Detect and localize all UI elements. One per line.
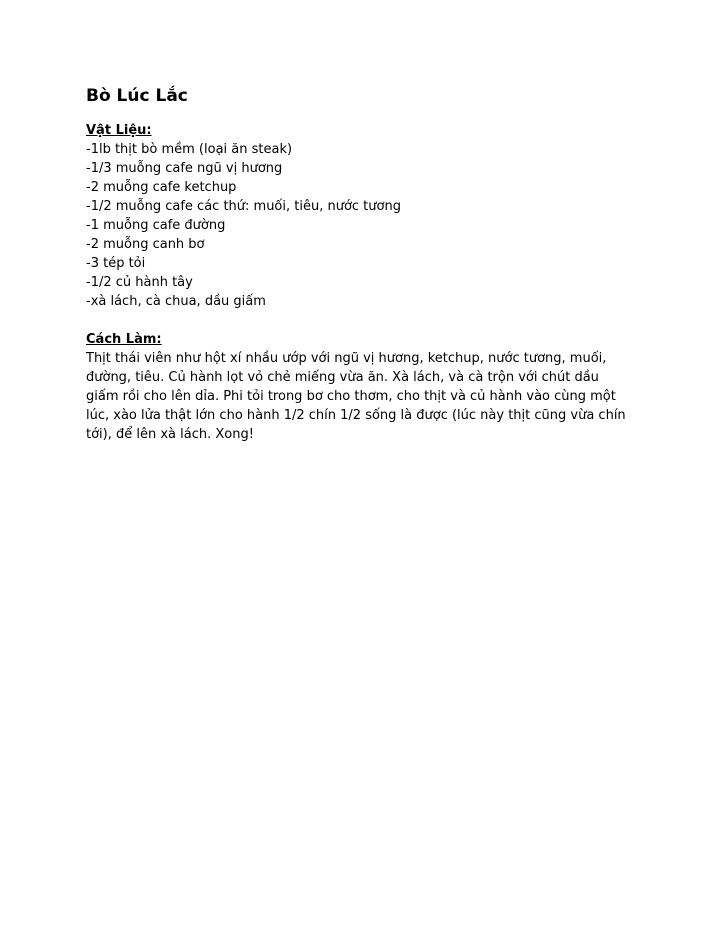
ingredient-item: -1 muỗng cafe đường [86, 218, 226, 233]
ingredient-item: -2 muỗng cafe ketchup [86, 180, 237, 195]
method-paragraph [86, 349, 666, 444]
ingredient-item: -1lb thịt bò mềm (loại ăn steak) [86, 142, 293, 157]
method-line: giấm rồi cho lên dỉa. Phi tỏi trong bơ cho thơm, cho thịt và củ hành vào cùng một [86, 389, 616, 404]
method-line: tới), để lên xà lách. Xong! [86, 427, 254, 442]
method-line: Thịt thái viên như hột xí nhầu ướp với ngũ vị hương, ketchup, nước tương, muối, [86, 351, 607, 366]
ingredient-item: -3 tép tỏi [86, 256, 146, 271]
method-line: đường, tiêu. Củ hành lọt vỏ chẻ miếng vừa ăn. Xà lách, và cà trộn với chút dầu [86, 370, 599, 385]
ingredient-item: -2 muỗng canh bơ [86, 237, 205, 252]
section-spacer [86, 311, 666, 330]
ingredient-item: -1/2 muỗng cafe các thứ: muối, tiêu, nước tương [86, 199, 401, 214]
method-line: lúc, xào lửa thật lớn cho hành 1/2 chín 1/2 sống là được (lúc này thịt cũng vừa chín [86, 408, 626, 423]
ingredient-item: -1/3 muỗng cafe ngũ vị hương [86, 161, 283, 176]
recipe-document [86, 84, 666, 444]
ingredient-item: -1/2 củ hành tây [86, 275, 193, 290]
ingredient-item: -xà lách, cà chua, dầu giấm [86, 294, 266, 309]
ingredients-heading: Vật Liệu: [86, 123, 152, 138]
ingredients-list [86, 140, 666, 311]
method-heading: Cách Làm: [86, 332, 162, 347]
recipe-title: Bò Lúc Lắc [86, 86, 188, 106]
